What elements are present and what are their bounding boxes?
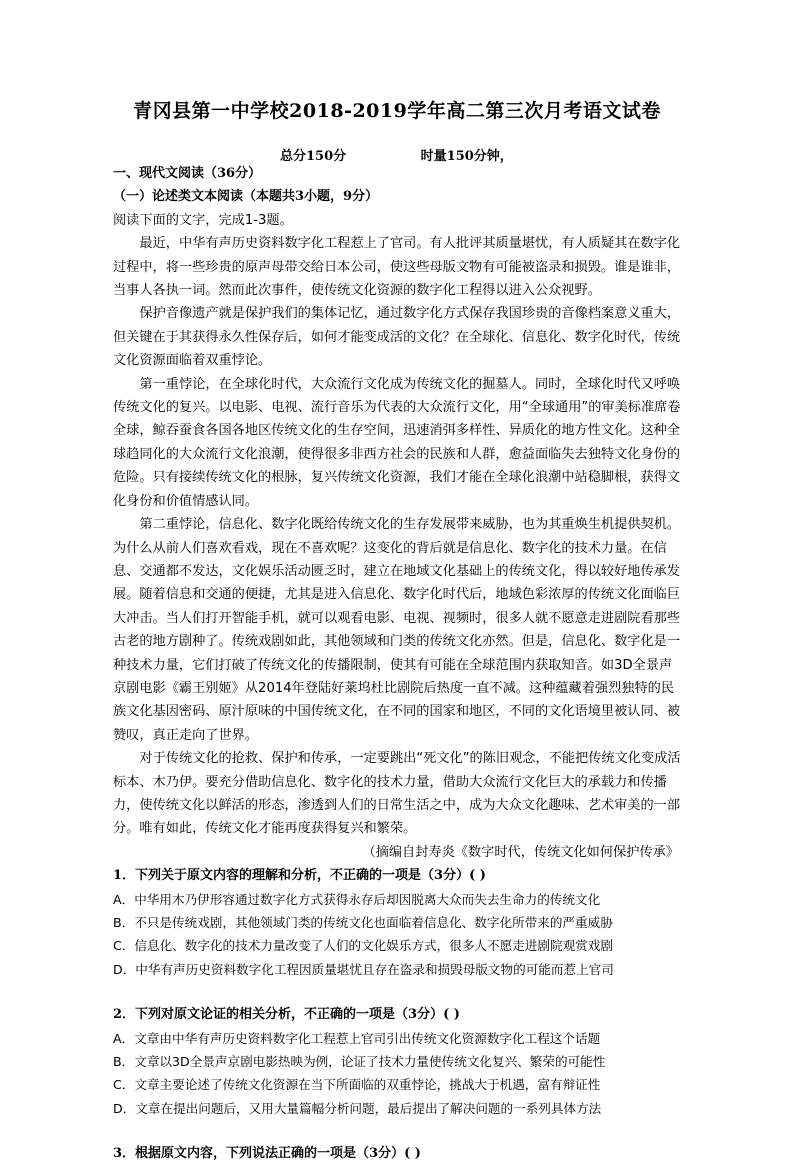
instruction-text: 阅读下面的文字，完成1-3题。 xyxy=(113,212,293,228)
passage-paragraph: 最近，中华有声历史资料数字化工程惹上了官司。有人批评其质量堪忧，有人质疑其在数字化过程中，将一些珍贵的原声母带交给日本公司，使这些母版文物有可能被盗录和损毁。谁是谁非，当事人各执一词。然而此次事件，使传统文化资源的数字化工程得以进入公众视野。 xyxy=(113,236,681,299)
passage-paragraph: 保护音像遗产就是保护我们的集体记忆，通过数字化方式保存我国珍贵的音像档案意义重大，但关键在于其获得永久性保存后，如何才能变成活的文化？在全球化、信息化、数字化时代，传统文化资源面临着双重悖论。 xyxy=(113,306,681,369)
question-option: B．不只是传统戏剧，其他领域门类的传统文化也面临着信息化、数字化所带来的严重威胁 xyxy=(113,915,613,930)
subsection-heading: （一）论述类文本阅读（本题共3小题，9分） xyxy=(113,189,379,205)
question-stem: 1．下列关于原文内容的理解和分析，不正确的一项是（3分）( ) xyxy=(113,868,486,884)
section-heading: 一、现代文阅读（36分） xyxy=(113,166,262,181)
question-option: C．文章主要论述了传统文化资源在当下所面临的双重悖论，挑战大于机遇，富有辩证性 xyxy=(113,1077,601,1093)
question-stem: 2．下列对原文论证的相关分析，不正确的一项是（3分）( ) xyxy=(113,1007,460,1023)
passage-paragraph: 第一重悖论，在全球化时代，大众流行文化成为传统文化的掘墓人。同时，全球化时代又呼唤传统文化的复兴。以电影、电视、流行音乐为代表的大众流行文化，用“全球通用”的审美标准席卷全球，鲸吞蚕食各国各地区传统文化的生存空间，迅速消弭多样性、异质化的地方性文化。这种全球趋同化的大众流行文化浪潮，使得很多非西方社会的民族和人群，愈益面临失去独特文化身份的危险。只有接续传统文化的根脉，复兴传统文化资源，我们才能在全球化浪潮中站稳脚根，获得文化身份和价值情感认同。 xyxy=(113,376,681,509)
question-stem: 3．根据原文内容，下列说法正确的一项是（3分）( ) xyxy=(113,1146,421,1162)
total-score: 总分150分 xyxy=(280,149,347,164)
passage-paragraph: 对于传统文化的抢救、保护和传承，一定要跳出“死文化”的陈旧观念，不能把传统文化变成活标本、木乃伊。要充分借助信息化、数字化的技术力量，借助大众流行文化巨大的承载力和传播力，使传统文化以鲜活的形态，渗透到人们的日常生活之中，成为大众文化趣味、艺术审美的一部分。唯有如此，传统文化才能再度获得复兴和繁荣。 xyxy=(113,751,681,837)
page-title: 青冈县第一中学校2018-2019学年高二第三次月考语文试卷 xyxy=(133,100,661,122)
question-option: A．文章由中华有声历史资料数字化工程惹上官司引出传统文化资源数字化工程这个话题 xyxy=(113,1030,601,1046)
question-option: D．文章在提出问题后，又用大量篇幅分析问题，最后提出了解决问题的一系列具体方法 xyxy=(113,1100,602,1116)
question-option: C．信息化、数字化的技术力量改变了人们的文化娱乐方式，很多人不愿走进剧院观赏戏剧 xyxy=(113,938,613,954)
passage-source: （摘编自封寿炎《数字时代，传统文化如何保护传承》 xyxy=(362,844,679,860)
spacer xyxy=(113,1120,683,1142)
exam-content xyxy=(113,162,683,1166)
time-limit: 时量150分钟， xyxy=(420,149,513,164)
spacer xyxy=(113,981,683,1003)
question-option: D．中华有声历史资料数字化工程因质量堪忧且存在盗录和损毁母版文物的可能而惹上官司 xyxy=(113,961,614,977)
question-option: B．文章以3D全景声京剧电影热映为例，论证了技术力量使传统文化复兴、繁荣的可能性 xyxy=(113,1054,606,1070)
passage-paragraph: 第二重悖论，信息化、数字化既给传统文化的生存发展带来威胁，也为其重焕生机提供契机。为什么从前人们喜欢看戏，现在不喜欢呢？这变化的背后就是信息化、数字化的技术力量。在信息、交通都不发达，文化娱乐活动匮乏时，建立在地域文化基础上的传统文化，得以较好地传承发展。随着信息和交通的便捷，尤其是进入信息化、数字化时代后，地域色彩浓厚的传统文化面临巨大冲击。当人们打开智能手机，就可以观看电影、电视、视频时，很多人就不愿意走进剧院看那些古老的地方剧种了。传统戏剧如此，其他领域和门类的传统文化亦然。但是，信息化、数字化是一种技术力量，它们打破了传统文化的传播限制，使其有可能在全球范围内获取知音。如3D全景声京剧电影《霸王别姬》从2014年登陆好莱坞杜比剧院后热度一直不减。这种蕴藏着强烈独特的民族文化基因密码、原汁原味的中国传统文化，在不同的国家和地区，不同的文化语境里被认同、被赞叹，真正走向了世界。 xyxy=(113,517,681,743)
question-option: A．中华用木乃伊形容通过数字化方式获得永存后却因脱离大众而失去生命力的传统文化 xyxy=(113,891,601,907)
